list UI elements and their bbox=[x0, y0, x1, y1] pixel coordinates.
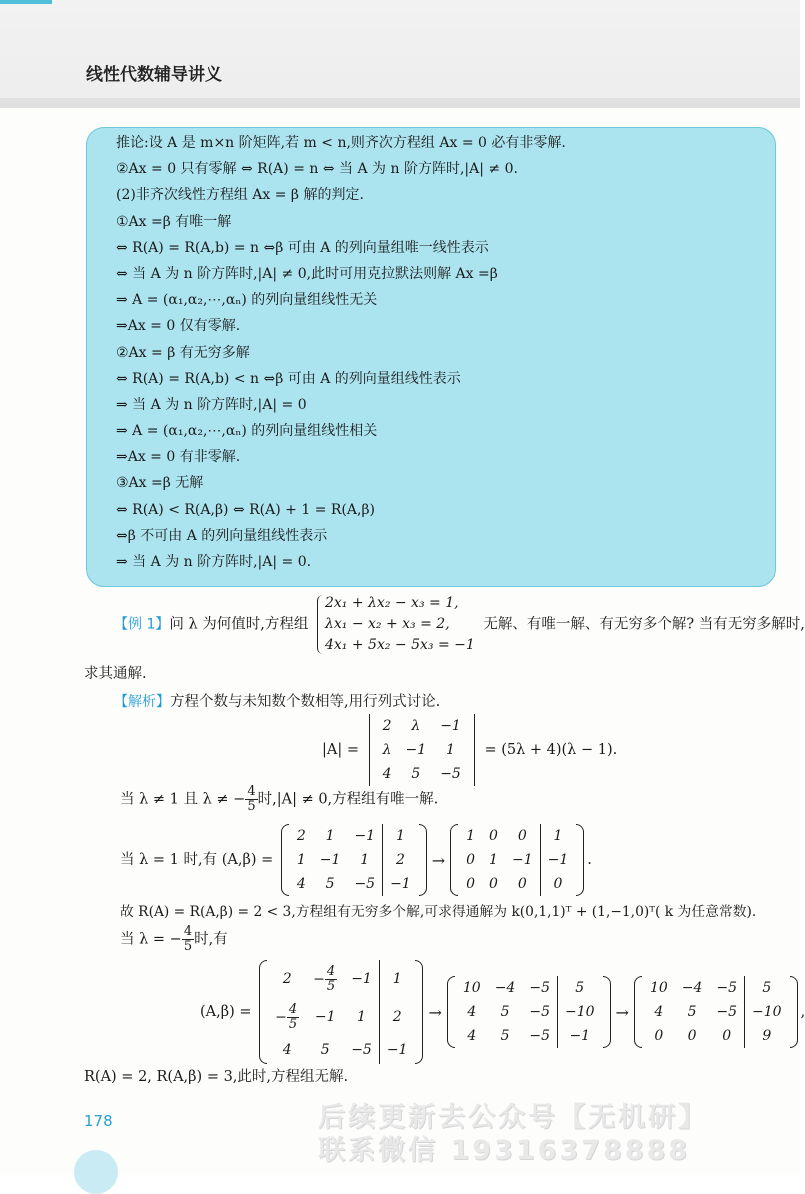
solution-intro-text: 方程个数与未知数个数相等,用行列式讨论. bbox=[170, 694, 441, 710]
case2-end: . bbox=[587, 852, 592, 868]
matrix-cell: −10 bbox=[745, 1000, 789, 1024]
system-brace bbox=[317, 595, 324, 654]
system-row: 2x₁ + λx₂ − x₃ = 1, bbox=[325, 595, 459, 611]
theorem-line: 推论:设 A 是 m×n 阶矩阵,若 m < n,则齐次方程组 Ax = 0 必有非零解. bbox=[116, 135, 566, 151]
matrix-cell: 0 bbox=[517, 876, 527, 892]
header-bar bbox=[0, 0, 800, 108]
matrix-table: 2 − $\frac{4}{5}$ −1 1 − $\frac{4}{5}$ −1 1 2 4 5 −5 −1 bbox=[268, 960, 414, 1064]
theorem-line: ⇔ R(A) = R(A,b) = n ⇔β 可由 A 的列向量组唯一线性表示 bbox=[116, 239, 489, 256]
matrix-cell: λ bbox=[382, 742, 392, 758]
theorem-line: ⇔ R(A) < R(A,β) ⇔ R(A) + 1 = R(A,β) bbox=[116, 501, 375, 518]
theorem-line: ⇔ R(A) = R(A,b) < n ⇔β 可由 A 的列向量组线性表示 bbox=[116, 370, 461, 387]
matrix-cell: 1 bbox=[489, 852, 498, 868]
matrix-cell: 5 bbox=[411, 766, 421, 782]
matrix-cell: 5 bbox=[500, 1028, 510, 1044]
matrix-cell: 2 bbox=[296, 828, 306, 844]
fraction: $\frac{4}{5}$ bbox=[247, 784, 256, 814]
matrix-cell: 5 bbox=[500, 1004, 510, 1020]
matrix-cell: 5 bbox=[557, 976, 601, 1000]
watermark-line-2: 联系微信 19316378888 bbox=[318, 1135, 691, 1166]
theorem-line: ⇔ 当 A 为 n 阶方阵时,|A| ≠ 0,此时可用克拉默法则解 Ax =β bbox=[116, 265, 498, 282]
matrix-cell: −5 bbox=[716, 980, 738, 996]
case1-pre: 当 λ ≠ 1 且 λ ≠ − bbox=[120, 791, 246, 808]
matrix-cell: 2 bbox=[383, 848, 418, 872]
theorem-line: ②Ax = 0 只有零解 ⇔ R(A) = n ⇔ 当 A 为 n 阶方阵时,|A| ≠ 0. bbox=[116, 161, 518, 178]
theorem-line: ①Ax =β 有唯一解 bbox=[116, 213, 232, 230]
case-2-result: 故 R(A) = R(A,β) = 2 < 3,方程组有无穷多个解,可求得通解为 k(0,1,1)ᵀ + (1,−1,0)ᵀ( k 为任意常数). bbox=[120, 904, 757, 920]
theorem-line: ⇒ A = (α₁,α₂,⋯,αₙ) 的列向量组线性无关 bbox=[116, 292, 378, 309]
matrix-cell: −10 bbox=[557, 1000, 601, 1024]
matrix-table bbox=[290, 824, 418, 896]
theorem-line: (2)非齐次线性方程组 Ax = β 解的判定. bbox=[116, 187, 364, 204]
matrix-cell: 1 bbox=[383, 824, 418, 848]
det-table bbox=[376, 714, 468, 786]
matrix-cell: 0 bbox=[687, 1028, 697, 1044]
matrix-cell: −5 bbox=[529, 1004, 550, 1020]
matrix-cell: 5 bbox=[687, 1004, 697, 1020]
matrix-cell: 0 bbox=[489, 828, 498, 844]
theorem-line: ⇒ 当 A 为 n 阶方阵时,|A| = 0 bbox=[116, 396, 307, 413]
system-row: 4x₁ + 5x₂ − 5x₃ = −1 bbox=[325, 637, 475, 653]
theorem-line: ⇒Ax = 0 有非零解. bbox=[116, 449, 241, 466]
matrix-cell: −1 bbox=[319, 852, 341, 868]
theorem-line: ⇔β 不可由 A 的列向量组线性表示 bbox=[116, 527, 328, 544]
matrix-cell: 0 bbox=[466, 852, 476, 868]
matrix-cell: 2 bbox=[382, 718, 392, 734]
matrix-cell: 1 bbox=[360, 852, 370, 868]
running-header-title: 线性代数辅导讲义 bbox=[86, 65, 222, 85]
reduced-matrix bbox=[450, 824, 584, 896]
matrix-cell: 9 bbox=[745, 1024, 789, 1048]
theorem-line: ⇒ 当 A 为 n 阶方阵时,|A| = 0. bbox=[116, 554, 312, 570]
matrix-cell: 4 bbox=[296, 876, 306, 892]
matrix-cell: λ bbox=[411, 718, 421, 734]
matrix-cell: −1 bbox=[405, 742, 427, 758]
matrix-cell: −1 bbox=[440, 718, 461, 734]
case-2 bbox=[120, 824, 592, 896]
solution-tag: 【解析】 bbox=[114, 694, 170, 710]
case1-post: 时,|A| ≠ 0,方程组有唯一解. bbox=[257, 791, 439, 808]
case-3-result: R(A) = 2, R(A,β) = 3,此时,方程组无解. bbox=[84, 1069, 349, 1085]
det-rhs: = (5λ + 4)(λ − 1). bbox=[484, 742, 618, 758]
matrix-cell: 5 bbox=[325, 876, 335, 892]
theorem-line: ⇒Ax = 0 仅有零解. bbox=[116, 318, 241, 335]
matrix-cell: 10 bbox=[462, 980, 481, 996]
determinant-equation bbox=[322, 714, 617, 786]
case-3-matrices bbox=[200, 960, 805, 1064]
matrix-cell: −1 bbox=[511, 852, 533, 868]
example-tail: 无解、有唯一解、有无穷多个解? 当有无穷多解时, bbox=[483, 616, 805, 633]
row-reduce-arrow: → bbox=[428, 1002, 442, 1022]
case2-pre: 当 λ = 1 时,有 (A,β) = bbox=[120, 852, 274, 868]
matrix-cell: 10 bbox=[649, 980, 668, 996]
example-tail-2: 求其通解. bbox=[84, 666, 147, 682]
scaled-matrix bbox=[447, 976, 611, 1048]
matrix-cell: −1 bbox=[540, 848, 575, 872]
row-reduce-arrow: → bbox=[431, 850, 446, 870]
determinant-matrix bbox=[367, 714, 477, 786]
matrix-cell: 1 bbox=[325, 828, 335, 844]
matrix-cell: 0 bbox=[654, 1028, 664, 1044]
matrix-cell: −1 bbox=[557, 1024, 601, 1048]
matrix-cell: −5 bbox=[440, 766, 461, 782]
system-row: λx₁ − x₂ + x₃ = 2, bbox=[325, 616, 450, 632]
matrix-table bbox=[459, 824, 575, 896]
theorem-line: ③Ax =β 无解 bbox=[116, 475, 204, 492]
matrix-cell: 4 bbox=[654, 1004, 664, 1020]
theorem-line: ⇒ A = (α₁,α₂,⋯,αₙ) 的列向量组线性相关 bbox=[116, 423, 378, 440]
matrix-cell: −5 bbox=[529, 1028, 550, 1044]
equation-system bbox=[317, 593, 475, 656]
matrix-cell: 0 bbox=[540, 872, 575, 896]
row-reduce-arrow: → bbox=[615, 1002, 629, 1022]
matrix-cell: −5 bbox=[716, 1004, 738, 1020]
fraction: $\frac{4}{5}$ bbox=[183, 924, 193, 954]
matrix-cell: −4 bbox=[681, 980, 703, 996]
matrix-cell: 1 bbox=[540, 824, 575, 848]
matrix-cell: 1 bbox=[466, 828, 476, 844]
matrix-cell: 4 bbox=[382, 766, 392, 782]
watermark-line-1: 后续更新去公众号【无机研】 bbox=[318, 1102, 708, 1133]
matrix-table bbox=[643, 976, 789, 1048]
case-3 bbox=[120, 925, 228, 954]
case3-post: 时,有 bbox=[194, 931, 228, 948]
matrix-cell: −1 bbox=[354, 828, 376, 844]
matrix-table bbox=[456, 976, 602, 1048]
matrix-cell: 0 bbox=[722, 1028, 732, 1044]
theorem-box-lines bbox=[116, 130, 766, 575]
case3-lhs: (A,β) = bbox=[200, 1004, 252, 1020]
matrix-cell: −1 bbox=[383, 872, 418, 896]
matrix-cell: 0 bbox=[466, 876, 476, 892]
matrix-cell: 4 bbox=[467, 1028, 477, 1044]
augmented-matrix bbox=[281, 824, 427, 896]
example-1 bbox=[114, 593, 805, 656]
det-lhs: |A| = bbox=[322, 742, 360, 758]
matrix-cell: 1 bbox=[446, 742, 455, 758]
top-accent-tick bbox=[0, 0, 52, 4]
case3-end: , bbox=[800, 1004, 805, 1020]
matrix-cell: 1 bbox=[296, 852, 306, 868]
header-rule bbox=[0, 98, 800, 108]
matrix-cell: −5 bbox=[529, 980, 550, 996]
corner-decoration bbox=[74, 1150, 118, 1194]
matrix-cell: 0 bbox=[489, 876, 498, 892]
matrix-cell: 5 bbox=[745, 976, 789, 1000]
fraction-augmented-matrix bbox=[259, 960, 423, 1064]
theorem-line: ②Ax = β 有无穷多解 bbox=[116, 344, 250, 361]
example-lead: 问 λ 为何值时,方程组 bbox=[169, 616, 309, 633]
matrix-cell: 4 bbox=[467, 1004, 477, 1020]
matrix-cell: 0 bbox=[517, 828, 527, 844]
example-tag: 【例 1】 bbox=[114, 616, 170, 633]
matrix-cell: −5 bbox=[354, 876, 376, 892]
echelon-matrix bbox=[634, 976, 798, 1048]
solution-intro bbox=[114, 690, 440, 711]
page-number: 178 bbox=[84, 1112, 113, 1130]
case-1 bbox=[120, 785, 438, 814]
case3-pre: 当 λ = − bbox=[120, 931, 182, 948]
matrix-cell: −4 bbox=[494, 980, 516, 996]
